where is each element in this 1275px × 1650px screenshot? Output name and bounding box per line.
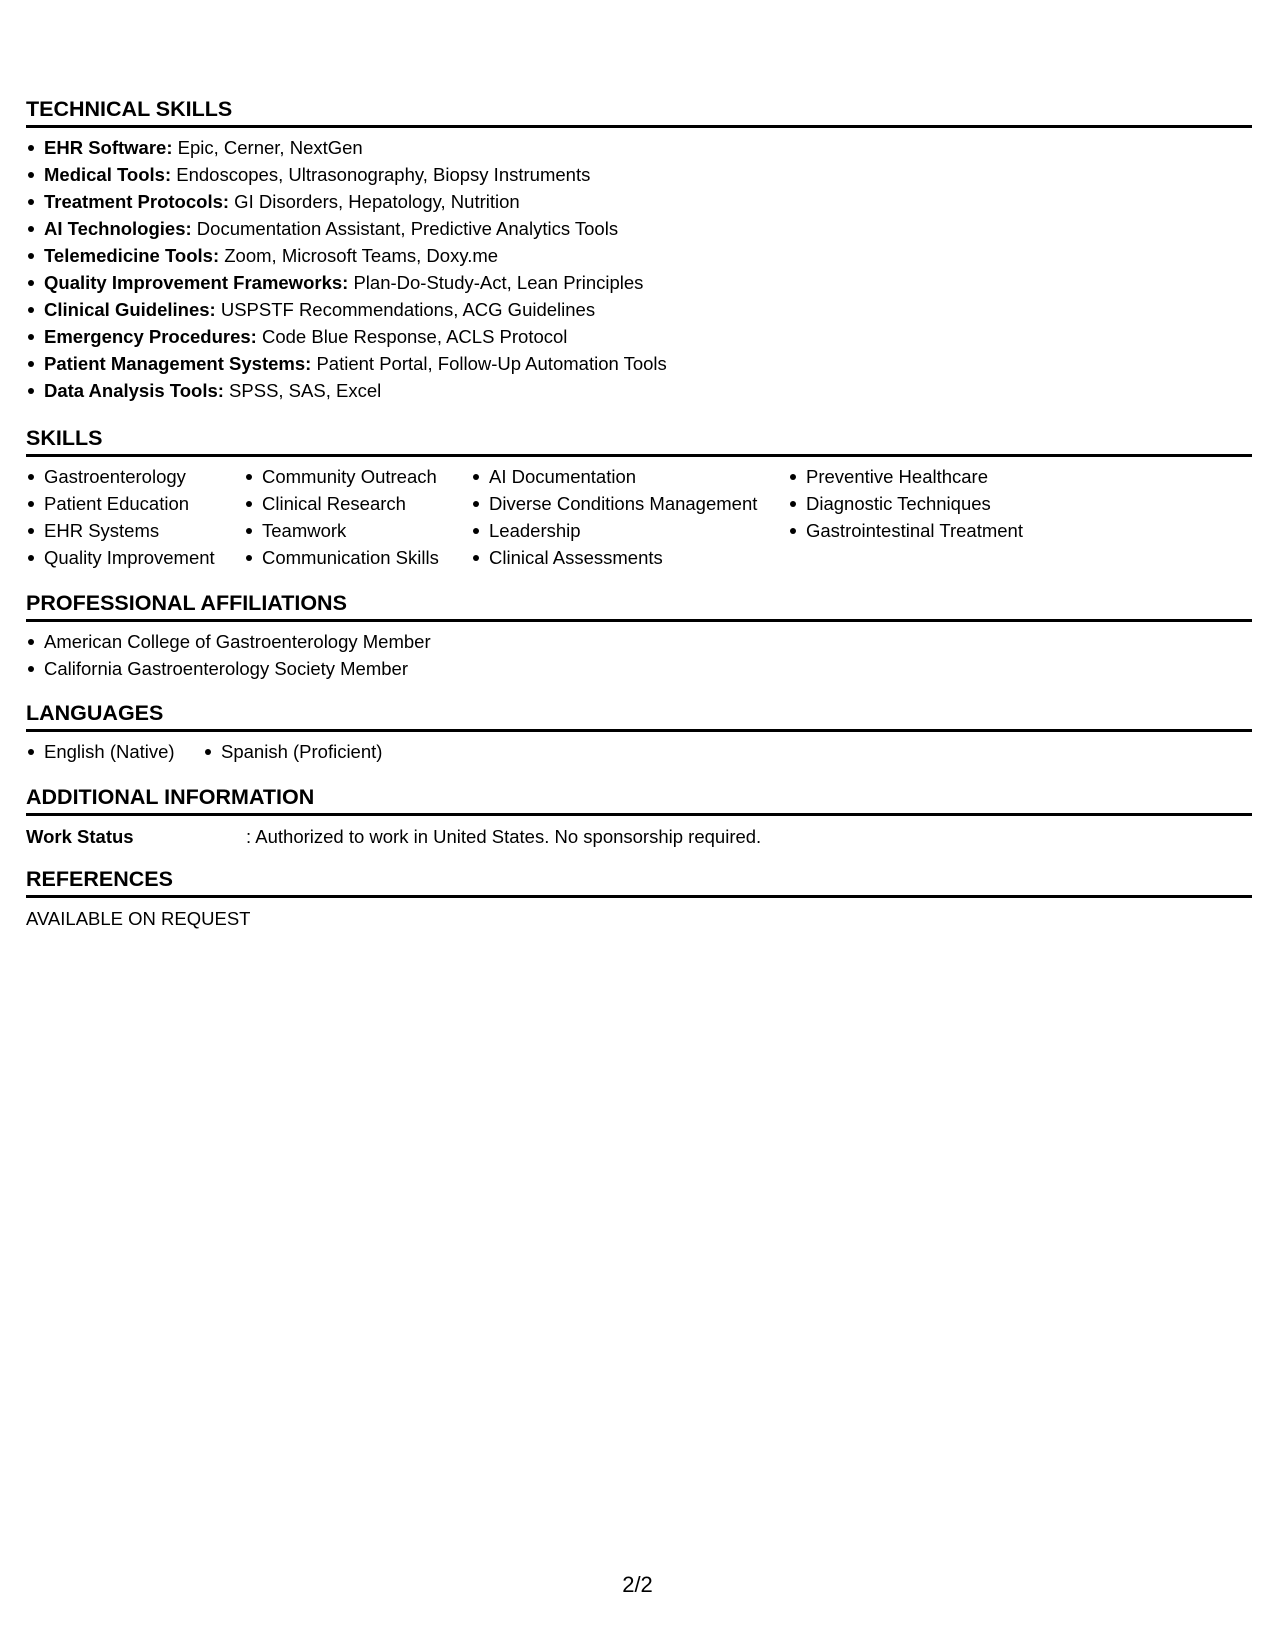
list-item: Leadership [471, 517, 788, 544]
list-item [26, 377, 1252, 404]
list-item [26, 323, 1252, 350]
list-item: Preventive Healthcare [788, 463, 1088, 490]
list-item: Quality Improvement [26, 544, 244, 571]
list-item [26, 242, 1252, 269]
skills-section [26, 425, 1252, 571]
work-status-row [26, 823, 1252, 850]
technical-skills-heading: TECHNICAL SKILLS [26, 96, 1252, 128]
list-item: Patient Education [26, 490, 244, 517]
skill-label: Patient Management Systems: [44, 353, 312, 374]
list-item: Clinical Assessments [471, 544, 788, 571]
list-item: EHR Systems [26, 517, 244, 544]
languages-heading: LANGUAGES [26, 700, 1252, 732]
work-status-label: Work Status [26, 826, 134, 847]
work-status-value: : Authorized to work in United States. No sponsorship required. [246, 826, 762, 847]
skill-label: Emergency Procedures: [44, 326, 257, 347]
skills-column [788, 463, 1088, 571]
list-item: AI Documentation [471, 463, 788, 490]
skill-label: Treatment Protocols: [44, 191, 230, 212]
references-section [26, 866, 1252, 932]
skill-value: USPSTF Recommendations, ACG Guidelines [215, 299, 596, 320]
skill-value: Documentation Assistant, Predictive Analytics Tools [191, 218, 619, 239]
list-item: California Gastroenterology Society Member [26, 655, 1252, 682]
skill-label: Clinical Guidelines: [44, 299, 216, 320]
skill-label: Medical Tools: [44, 164, 172, 185]
list-item: Gastrointestinal Treatment [788, 517, 1088, 544]
list-item [26, 350, 1252, 377]
skill-label: AI Technologies: [44, 218, 192, 239]
skill-value: Code Blue Response, ACLS Protocol [256, 326, 568, 347]
skill-value: Patient Portal, Follow-Up Automation Tools [311, 353, 667, 374]
additional-info-section [26, 784, 1252, 850]
skill-value: SPSS, SAS, Excel [223, 380, 382, 401]
skill-value: Endoscopes, Ultrasonography, Biopsy Instruments [171, 164, 591, 185]
skill-label: EHR Software: [44, 137, 173, 158]
skills-column [26, 463, 244, 571]
references-text: AVAILABLE ON REQUEST [26, 908, 251, 929]
list-item: Gastroenterology [26, 463, 244, 490]
references-heading: REFERENCES [26, 866, 1252, 898]
affiliations-heading: PROFESSIONAL AFFILIATIONS [26, 590, 1252, 622]
languages-section [26, 700, 1252, 765]
list-item: Diagnostic Techniques [788, 490, 1088, 517]
skills-grid [26, 463, 1252, 571]
list-item [26, 161, 1252, 188]
languages-column [203, 738, 382, 765]
list-item [26, 296, 1252, 323]
skill-label: Quality Improvement Frameworks: [44, 272, 349, 293]
list-item: Clinical Research [244, 490, 471, 517]
skills-heading: SKILLS [26, 425, 1252, 457]
skill-label: Telemedicine Tools: [44, 245, 220, 266]
technical-skills-section [26, 96, 1252, 404]
skill-value: Epic, Cerner, NextGen [172, 137, 363, 158]
list-item [26, 269, 1252, 296]
list-item: Community Outreach [244, 463, 471, 490]
skill-value: Zoom, Microsoft Teams, Doxy.me [219, 245, 499, 266]
affiliations-section [26, 590, 1252, 682]
technical-skills-list [26, 134, 1252, 404]
list-item: Communication Skills [244, 544, 471, 571]
skills-column [471, 463, 788, 571]
languages-column [26, 738, 203, 765]
affiliations-list [26, 628, 1252, 682]
skill-value: Plan-Do-Study-Act, Lean Principles [348, 272, 644, 293]
list-item: American College of Gastroenterology Member [26, 628, 1252, 655]
list-item [26, 188, 1252, 215]
skill-value: GI Disorders, Hepatology, Nutrition [229, 191, 520, 212]
languages-row [26, 738, 1252, 765]
list-item: Teamwork [244, 517, 471, 544]
list-item: Diverse Conditions Management [471, 490, 788, 517]
skill-label: Data Analysis Tools: [44, 380, 224, 401]
list-item: English (Native) [26, 738, 203, 765]
list-item [26, 215, 1252, 242]
additional-info-heading: ADDITIONAL INFORMATION [26, 784, 1252, 816]
skills-column [244, 463, 471, 571]
list-item [26, 134, 1252, 161]
list-item: Spanish (Proficient) [203, 738, 382, 765]
page-number: 2/2 [622, 1572, 653, 1597]
